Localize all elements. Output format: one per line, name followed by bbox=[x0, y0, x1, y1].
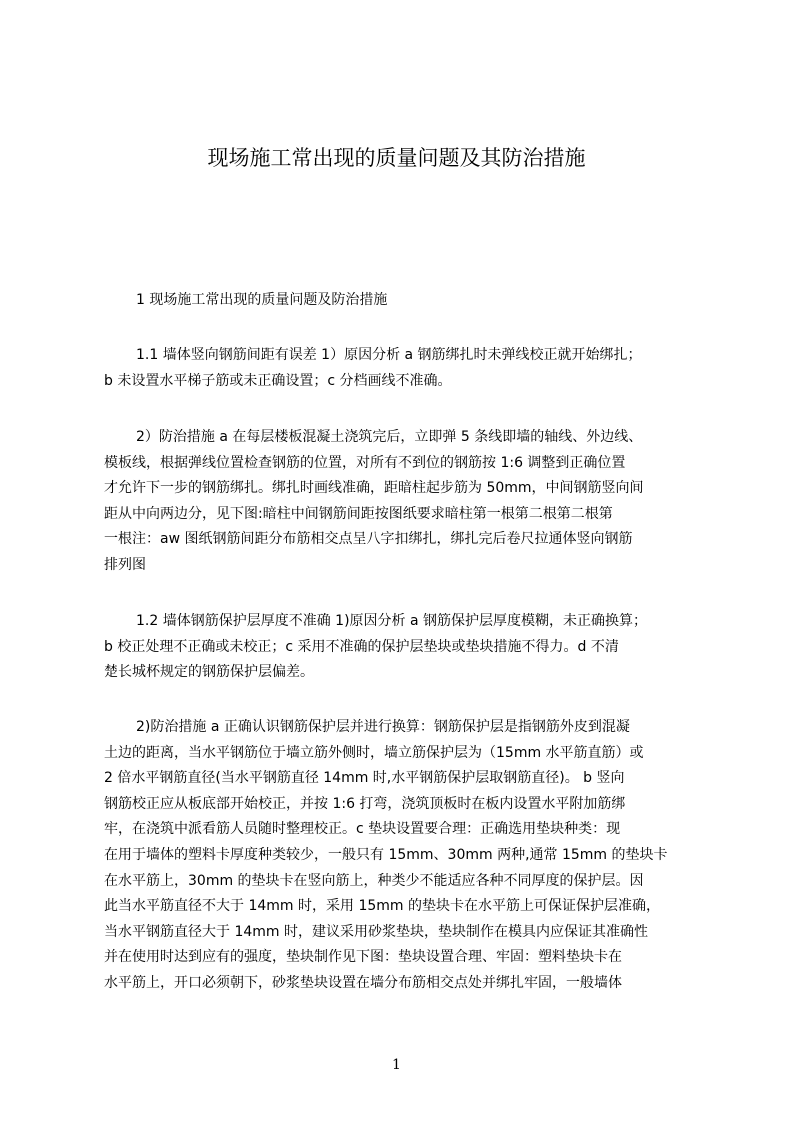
paragraph-line: 牢，在浇筑中派看筋人员随时整理校正。c 垫块设置要合理：正确选用垫块种类：现 bbox=[104, 821, 621, 838]
page-number: 1 bbox=[392, 1057, 401, 1073]
paragraph-1-1-cause bbox=[104, 343, 700, 394]
paragraph-line: 1.2 墙体钢筋保护层厚度不准确 1)原因分析 a 钢筋保护层厚度模糊，未正确换算； bbox=[136, 613, 648, 629]
paragraph-line: b 校正处理不正确或未校正；c 采用不准确的保护层垫块或垫块措施不得力。d 不清 bbox=[104, 638, 619, 655]
paragraph-line: 在用于墙体的塑料卡厚度种类较少，一般只有 15mm、30mm 两种,通常 15mm 的垫块卡 bbox=[104, 846, 668, 863]
paragraph-line: 2 倍水平钢筋直径(当水平钢筋直径 14mm 时,水平钢筋保护层取钢筋直径)。 b 竖向 bbox=[104, 770, 625, 787]
paragraph-line: 模板线，根据弹线位置检查钢筋的位置，对所有不到位的钢筋按 1:6 调整到正确位置 bbox=[104, 454, 626, 471]
paragraph-1-1-measures bbox=[104, 425, 700, 579]
paragraph-line: 2）防治措施 a 在每层楼板混凝土浇筑完后，立即弹 5 条线即墙的轴线、外边线、 bbox=[136, 429, 643, 445]
paragraph-line: 并在使用时达到应有的强度，垫块制作见下图：垫块设置合理、牢固：塑料垫块卡在 bbox=[104, 949, 622, 966]
paragraph-1-2-measures bbox=[104, 715, 700, 997]
paragraph-line: 当水平钢筋直径大于 14mm 时，建议采用砂浆垫块，垫块制作在模具内应保证其准确性 bbox=[104, 923, 648, 940]
paragraph-line: 一根注：aw 图纸钢筋间距分布筋相交点呈八字扣绑扎，绑扎完后卷尺拉通体竖向钢筋 bbox=[104, 531, 633, 548]
paragraph-line: 在水平筋上，30mm 的垫块卡在竖向筋上，种类少不能适应各种不同厚度的保护层。因 bbox=[104, 872, 644, 889]
paragraph-1-2-cause bbox=[104, 609, 700, 686]
paragraph-line: 土边的距离，当水平钢筋位于墙立筋外侧时，墙立筋保护层为（15mm 水平筋直筋）或 bbox=[104, 744, 644, 761]
document-title: 现场施工常出现的质量问题及其防治措施 bbox=[207, 146, 586, 170]
paragraph-line: b 未设置水平梯子筋或未正确设置；c 分档画线不准确。 bbox=[104, 372, 452, 389]
paragraph-line: 此当水平筋直径不大于 14mm 时，采用 15mm 的垫块卡在水平筋上可保证保护层准确， bbox=[104, 898, 660, 915]
paragraph-line: 才允许下一步的钢筋绑扎。绑扎时画线准确，距暗柱起步筋为 50mm，中间钢筋竖向间 bbox=[104, 480, 644, 497]
paragraph-line: 1.1 墙体竖向钢筋间距有误差 1）原因分析 a 钢筋绑扎时未弹线校正就开始绑扎； bbox=[136, 347, 642, 363]
section-heading: 1 现场施工常出现的质量问题及防治措施 bbox=[136, 292, 388, 308]
paragraph-line: 楚长城杯规定的钢筋保护层偏差。 bbox=[104, 664, 314, 681]
paragraph-line: 距从中向两边分，见下图:暗柱中间钢筋间距按图纸要求暗柱第一根第二根第二根第 bbox=[104, 505, 613, 522]
paragraph-line: 排列图 bbox=[104, 556, 146, 573]
paragraph-line: 2)防治措施 a 正确认识钢筋保护层并进行换算：钢筋保护层是指钢筋外皮到混凝 bbox=[136, 719, 630, 735]
paragraph-line: 水平筋上，开口必须朝下，砂浆垫块设置在墙分布筋相交点处并绑扎牢固，一般墙体 bbox=[104, 974, 622, 991]
paragraph-line: 钢筋校正应从板底部开始校正，并按 1:6 打弯，浇筑顶板时在板内设置水平附加筋绑 bbox=[104, 795, 626, 812]
